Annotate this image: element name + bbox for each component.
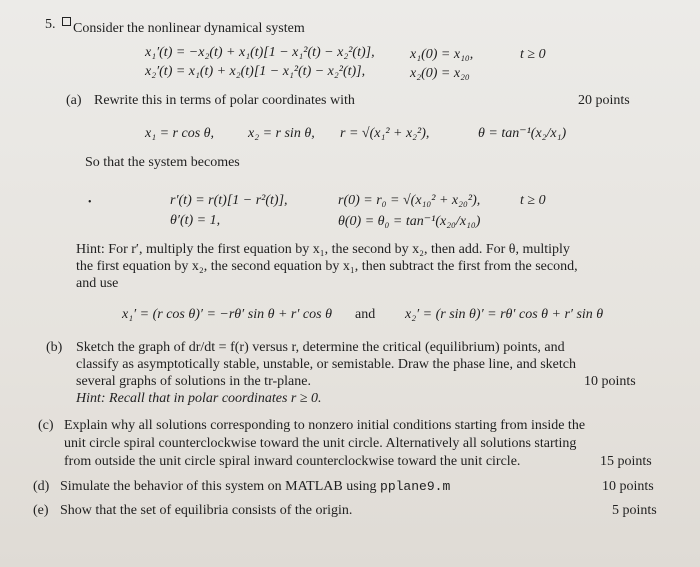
part-b-line-3: several graphs of solutions in the tr-plane. <box>76 374 311 389</box>
polar-ic-r: r(0) = r₀ = √(x₁₀² + x₂₀²), <box>338 193 481 208</box>
matlab-filename: pplane9.m <box>380 479 451 494</box>
part-a-text: Rewrite this in terms of polar coordinates with <box>94 93 355 108</box>
polar-system-theta: θ′(t) = 1, <box>170 213 221 228</box>
part-b-points: 10 points <box>584 374 636 389</box>
part-d-label: (d) <box>33 479 50 494</box>
part-a-points: 20 points <box>578 93 630 108</box>
part-e-points: 5 points <box>612 503 657 518</box>
system-eq1: x₁′(t) = −x₂(t) + x₁(t)[1 − x₁²(t) − x₂²(t)], <box>145 45 375 60</box>
hint-line-3: and use <box>76 276 119 291</box>
part-b-label: (b) <box>46 340 63 355</box>
derivative-and: and <box>355 307 376 322</box>
polar-x1: x₁ = r cos θ, <box>145 126 215 141</box>
part-a-label: (a) <box>66 93 82 108</box>
part-c-points: 15 points <box>600 454 652 469</box>
system-time-condition: t ≥ 0 <box>520 47 546 62</box>
polar-ic-theta: θ(0) = θ₀ = tan⁻¹(x₂₀/x₁₀) <box>338 214 481 229</box>
system-ic2: x₂(0) = x₂₀ <box>410 66 470 81</box>
part-b-line-2: classify as asymptotically stable, unstable, or semistable. Draw the phase line, and sketch <box>76 357 576 372</box>
polar-r: r = √(x₁² + x₂²), <box>340 126 430 141</box>
bullet: • <box>88 197 92 208</box>
checkbox-mark-icon <box>62 17 71 26</box>
derivative-x1: x₁′ = (r cos θ)′ = −rθ′ sin θ + r′ cos θ <box>122 307 332 322</box>
part-c-line-2: unit circle spiral counterclockwise toward the unit circle. Alternatively all solutions starting <box>64 436 577 451</box>
system-ic1: x₁(0) = x₁₀, <box>410 47 474 62</box>
polar-system-r: r′(t) = r(t)[1 − r²(t)], <box>170 193 288 208</box>
polar-time-condition: t ≥ 0 <box>520 193 546 208</box>
system-eq2: x₂′(t) = x₁(t) + x₂(t)[1 − x₁²(t) − x₂²(t)], <box>145 64 366 79</box>
so-that-text: So that the system becomes <box>85 155 240 170</box>
part-b-line-1: Sketch the graph of dr/dt = f(r) versus r, determine the critical (equilibrium) points, and <box>76 340 565 355</box>
part-c-label: (c) <box>38 418 54 433</box>
part-d-text: Simulate the behavior of this system on MATLAB using pplane9.m <box>60 479 451 494</box>
part-d-points: 10 points <box>602 479 654 494</box>
problem-number: 5. <box>45 17 56 32</box>
part-c-line-3: from outside the unit circle spiral inward counterclockwise toward the unit circle. <box>64 454 521 469</box>
part-b-hint: Hint: Recall that in polar coordinates r ≥ 0. <box>76 391 322 406</box>
derivative-x2: x₂′ = (r sin θ)′ = rθ′ cos θ + r′ sin θ <box>405 307 604 322</box>
problem-intro: Consider the nonlinear dynamical system <box>66 17 305 37</box>
part-e-label: (e) <box>33 503 49 518</box>
part-e-text: Show that the set of equilibria consists of the origin. <box>60 503 353 518</box>
polar-theta: θ = tan⁻¹(x₂/x₁) <box>478 126 567 141</box>
polar-x2: x₂ = r sin θ, <box>248 126 315 141</box>
hint-line-2: the first equation by x₂, the second equation by x₁, then subtract the first from the second, <box>76 259 578 274</box>
part-c-line-1: Explain why all solutions corresponding to nonzero initial conditions starting from inside the <box>64 418 586 433</box>
hint-line-1: Hint: For r′, multiply the first equation by x₁, the second by x₂, then add. For θ, multiply <box>76 242 570 257</box>
